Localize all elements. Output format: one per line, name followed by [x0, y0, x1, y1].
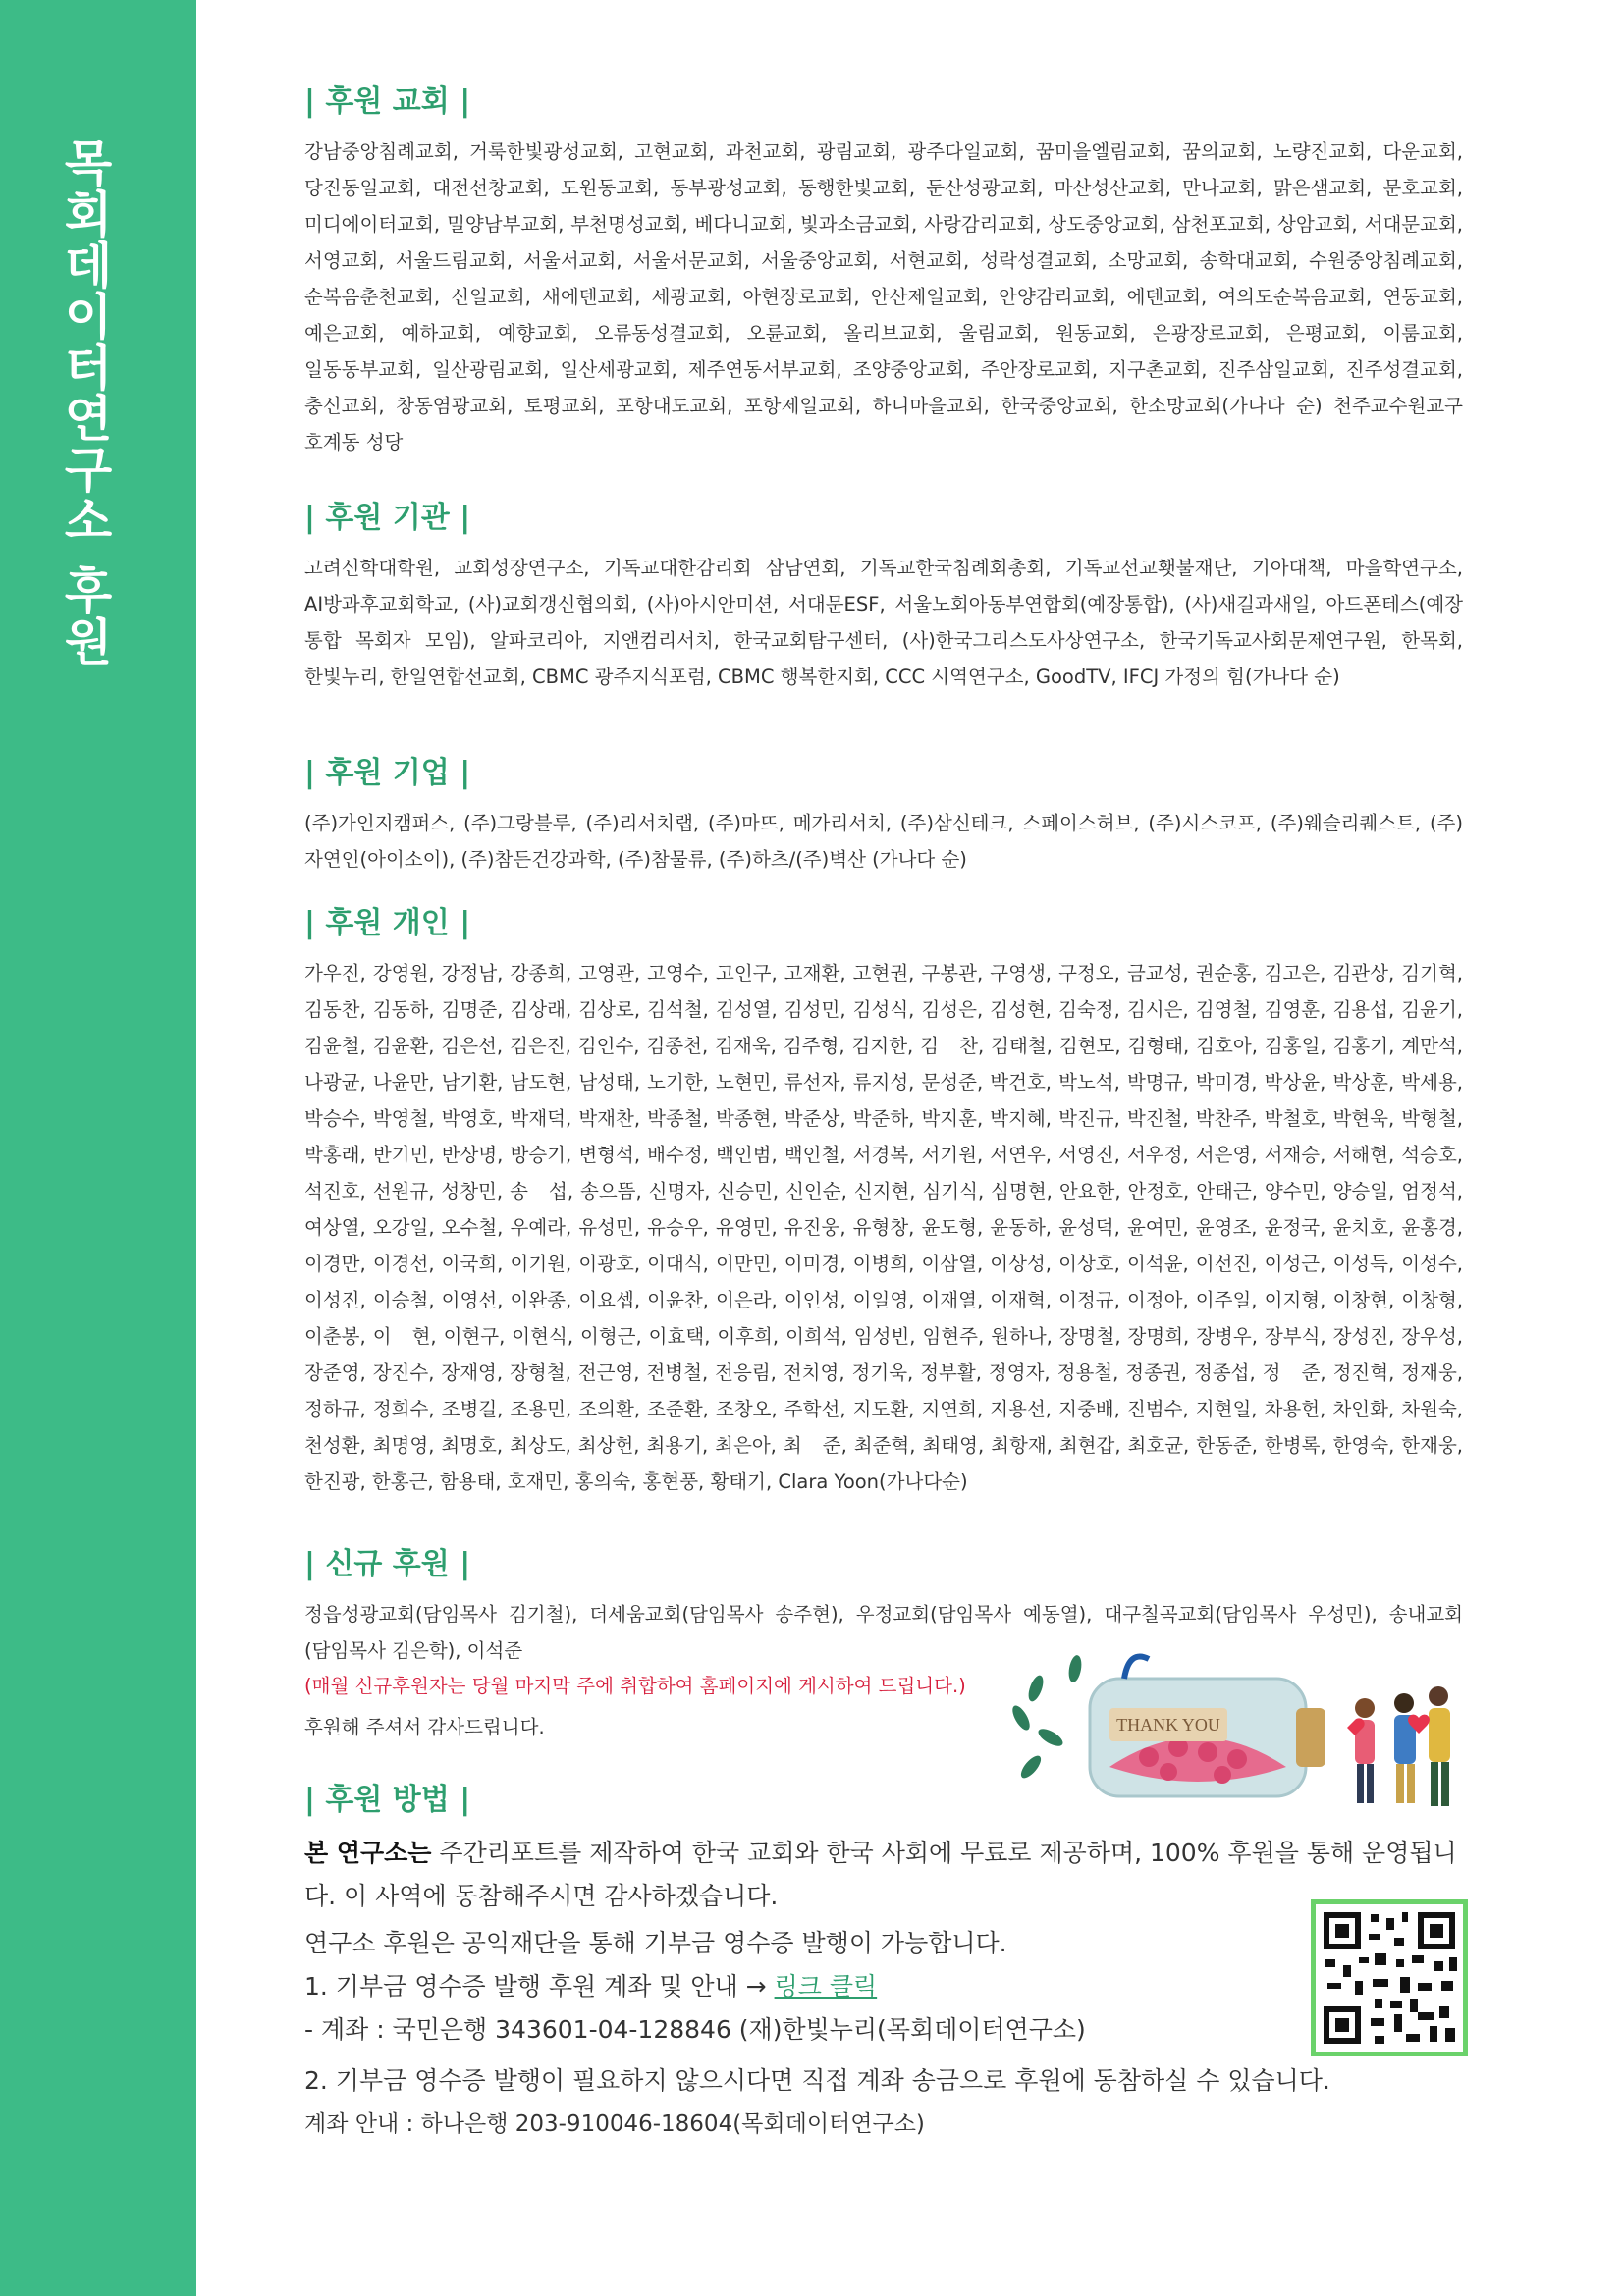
svg-text:THANK YOU: THANK YOU — [1116, 1715, 1220, 1735]
heading-method: | 후원 방법 | — [304, 1783, 471, 1817]
section-individuals — [304, 898, 1463, 1500]
method-item1 — [304, 1965, 1463, 2008]
new-list: 정읍성광교회(담임목사 김기철), 더세움교회(담임목사 송주현), 우정교회(담임목사 예동열), 대구칠곡교회(담임목사 우성민), 송내교회(담임목사 김은학), 이석준 — [304, 1603, 1463, 1662]
method-intro-rest: 주간리포트를 제작하여 한국 교회와 한국 사회에 무료로 제공하며, 100% 후원을 통해 운영됩니다. 이 사역에 동참해주시면 감사하겠습니다. — [304, 1839, 1457, 1910]
link-click[interactable]: 링크 클릭 — [774, 1972, 878, 2001]
qr-code-icon — [1316, 1904, 1463, 2052]
sidebar-title: 목회데이터연구소 후원 — [56, 137, 113, 667]
thanks-text: 후원해 주셔서 감사드립니다. — [304, 1716, 545, 1738]
individuals-list: 가우진, 강영원, 강정남, 강종희, 고영관, 고영수, 고인구, 고재환, 고현권, 구봉관, 구영생, 구정오, 금교성, 권순홍, 김고은, 김관상, 김기혁, 김동찬, 김동하, 김명준, 김상래, 김상로, 김석철, 김성열, 김성민, 김성식, 김성은, 김성현, 김숙정, 김시은, 김영철, 김영훈, 김용섭, 김윤기, 김윤철, 김윤환, 김은선, 김은진, 김인수, 김종천, 김재욱, 김주형, 김지한, 김 찬, 김태철, 김현모, 김형태, 김호아, 김홍일, 김홍기, 계만석, 나광균, 나윤만, 남기환, 남도현, 남성태, 노기한, 노현민, 류선자, 류지성, 문성준, 박건호, 박노석, 박명규, 박미경, 박상윤, 박상훈, 박세용, 박승수, 박영철, 박영호, 박재덕, 박재찬, 박종철, 박종현, 박준상, 박준하, 박지훈, 박지혜, 박진규, 박진철, 박찬주, 박철호, 박현욱, 박형철, 박홍래, 반기민, 반상명, 방승기, 변형석, 배수정, 백인범, 백인철, 서경복, 서기원, 서연우, 서영진, 서우정, 서은영, 서재승, 서해현, 석승호, 석진호, 선원규, 성창민, 송 섭, 송으뜸, 신명자, 신승민, 신인순, 신지현, 심기식, 심명현, 안요한, 안정호, 안태근, 양수민, 양승일, 엄정석, 여상열, 오강일, 오수철, 우예라, 유성민, 유승우, 유영민, 유진웅, 유형창, 윤도형, 윤동하, 윤성덕, 윤여민, 윤영조, 윤정국, 윤치호, 윤홍경, 이경만, 이경선, 이국희, 이기원, 이광호, 이대식, 이만민, 이미경, 이병희, 이삼열, 이상성, 이상호, 이석윤, 이선진, 이성근, 이성득, 이성수, 이성진, 이승철, 이영선, 이완종, 이요셉, 이윤찬, 이은라, 이인성, 이일영, 이재열, 이재혁, 이정규, 이정아, 이주일, 이지형, 이창현, 이창형, 이춘봉, 이 현, 이현구, 이현식, 이형근, 이효택, 이후희, 이희석, 임성빈, 임현주, 원하나, 장명철, 장명희, 장병우, 장부식, 장성진, 장우성, 장준영, 장진수, 장재영, 장형철, 전근영, 전병철, 전응림, 전치영, 정기욱, 정부활, 정영자, 정용철, 정종권, 정종섭, 정 준, 정진혁, 정재웅, 정하규, 정희수, 조병길, 조용민, 조의환, 조준환, 조창오, 주학선, 지도환, 지연희, 지용선, 지중배, 진범수, 지현일, 차용헌, 차인화, 차원숙, 천성환, 최명영, 최명호, 최상도, 최상헌, 최용기, 최은아, 최 준, 최준혁, 최태영, 최항재, 최현갑, 최호균, 한동준, 한병록, 한영숙, 한재웅, 한진광, 한홍근, 함용태, 호재민, 홍의숙, 홍현풍, 황태기, Clara Yoon(가나다순) — [304, 962, 1463, 1493]
new-notice: (매월 신규후원자는 당월 마지막 주에 취합하여 홈페이지에 게시하여 드립니다.) — [304, 1675, 966, 1697]
method-intro — [304, 1832, 1463, 1918]
heading-companies: | 후원 기업 | — [304, 756, 471, 790]
companies-list: (주)가인지캠퍼스, (주)그랑블루, (주)리서치랩, (주)마뜨, 메가리서치, (주)삼신테크, 스페이스허브, (주)시스코프, (주)웨슬리퀘스트, (주)자연인(아이소이), (주)참든건강과학, (주)참물류, (주)하츠/(주)벽산 (가나다 순) — [304, 812, 1463, 871]
method-account1: - 계좌 : 국민은행 343601-04-128846 (재)한빛누리(목회데이터연구소) — [304, 2015, 1086, 2044]
method-intro-bold: 본 연구소는 — [304, 1839, 432, 1867]
method-item2: 2. 기부금 영수증 발행이 필요하지 않으시다면 직접 계좌 송금으로 후원에 동참하실 수 있습니다. — [304, 2066, 1330, 2095]
section-method — [304, 1775, 1463, 2146]
section-churches — [304, 77, 1463, 460]
sidebar — [0, 0, 196, 2296]
method-account2: 계좌 안내 : 하나은행 203-910046-18604(목회데이터연구소) — [304, 2111, 925, 2137]
heading-churches: | 후원 교회 | — [304, 84, 471, 119]
method-item1-text: 1. 기부금 영수증 발행 후원 계좌 및 안내 → — [304, 1972, 775, 2001]
qr-code[interactable] — [1311, 1899, 1468, 2056]
heading-institutions: | 후원 기관 | — [304, 501, 471, 535]
institutions-list: 고려신학대학원, 교회성장연구소, 기독교대한감리회 삼남연회, 기독교한국침례회총회, 기독교선교횃불재단, 기아대책, 마을학연구소, AI방과후교회학교, (사)교회갱신협의회, (사)아시안미션, 서대문ESF, 서울노회아동부연합회(예장통합), (사)새길과새일, 아드폰테스(예장 통합 목회자 모임), 알파코리아, 지앤컴리서치, 한국교회탐구센터, (사)한국그리스도사상연구소, 한국기독교사회문제연구원, 한목회, 한빛누리, 한일연합선교회, CBMC 광주지식포럼, CBMC 행복한지회, CCC 시역연구소, GoodTV, IFCJ 가정의 힘(가나다 순) — [304, 557, 1463, 688]
section-institutions — [304, 493, 1463, 695]
heading-individuals: | 후원 개인 | — [304, 906, 471, 940]
churches-list: 강남중앙침례교회, 거룩한빛광성교회, 고현교회, 과천교회, 광림교회, 광주다일교회, 꿈미을엘림교회, 꿈의교회, 노량진교회, 다운교회, 당진동일교회, 대전선창교회, 도원동교회, 동부광성교회, 동행한빛교회, 둔산성광교회, 마산성산교회, 만나교회, 맑은샘교회, 문호교회, 미디에이터교회, 밀양남부교회, 부천명성교회, 베다니교회, 빛과소금교회, 사랑감리교회, 상도중앙교회, 삼천포교회, 상암교회, 서대문교회, 서영교회, 서울드림교회, 서울서교회, 서울서문교회, 서울중앙교회, 서현교회, 성락성결교회, 소망교회, 송학대교회, 수원중앙침례교회, 순복음춘천교회, 신일교회, 새에덴교회, 세광교회, 아현장로교회, 안산제일교회, 안양감리교회, 에덴교회, 여의도순복음교회, 연동교회, 예은교회, 예하교회, 예향교회, 오류동성결교회, 오륜교회, 올리브교회, 울림교회, 원동교회, 은광장로교회, 은평교회, 이룸교회, 일동동부교회, 일산광림교회, 일산세광교회, 제주연동서부교회, 조양중앙교회, 주안장로교회, 지구촌교회, 진주삼일교회, 진주성결교회, 충신교회, 창동염광교회, 토평교회, 포항대도교회, 포항제일교회, 하니마을교회, 한국중앙교회, 한소망교회(가나다 순) 천주교수원교구 호계동 성당 — [304, 140, 1463, 454]
method-receipt: 연구소 후원은 공익재단을 통해 기부금 영수증 발행이 가능합니다. — [304, 1929, 1007, 1957]
section-companies — [304, 748, 1463, 878]
heading-new: | 신규 후원 | — [304, 1547, 471, 1581]
